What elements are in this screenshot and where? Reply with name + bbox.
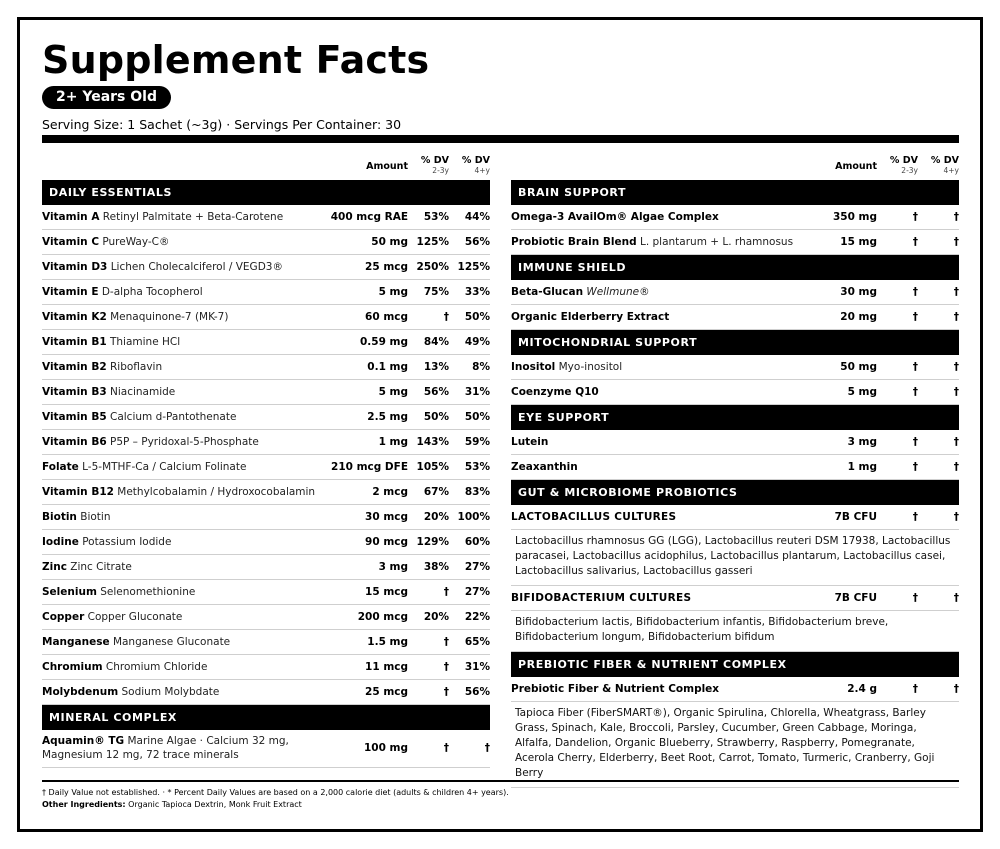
nutrient-row <box>42 455 490 480</box>
culture-dv-2-3y: † <box>912 511 918 523</box>
section-mitochondrial-support: MITOCHONDRIAL SUPPORT <box>511 330 959 355</box>
nutrient-row <box>42 480 490 505</box>
nutrient-amount: 2.4 g <box>847 683 877 695</box>
nutrient-amount: 400 mcg RAE <box>330 211 408 223</box>
nutrient-row <box>42 655 490 680</box>
nutrient-row <box>511 305 959 330</box>
nutrient-dv-4y: † <box>953 361 959 373</box>
nutrient-dv-4y: 44% <box>464 211 490 223</box>
nutrient-dv-4y: 65% <box>464 636 490 648</box>
nutrient-name: Chromium Chromium Chloride <box>42 661 208 673</box>
nutrient-name: Vitamin B12 Methylcobalamin / Hydroxocobalamin <box>42 486 316 498</box>
nutrient-dv-2-3y: 84% <box>423 336 449 348</box>
nutrient-dv-2-3y: 20% <box>423 611 449 623</box>
nutrient-row <box>42 355 490 380</box>
nutrient-row <box>42 580 490 605</box>
column-header <box>511 143 959 180</box>
nutrient-amount: 0.1 mg <box>367 361 408 373</box>
nutrient-row <box>511 230 959 255</box>
culture-dv-2-3y: † <box>912 592 918 604</box>
nutrient-amount: 25 mcg <box>365 261 408 273</box>
nutrient-dv-2-3y: 143% <box>416 436 449 448</box>
nutrient-dv-2-3y: 56% <box>423 386 449 398</box>
nutrient-dv-2-3y: † <box>443 311 449 323</box>
nutrient-amount: 350 mg <box>832 211 877 223</box>
nutrient-dv-4y: 22% <box>464 611 490 623</box>
nutrient-name: Iodine Potassium Iodide <box>42 536 172 548</box>
nutrient-amount: 3 mg <box>378 561 408 573</box>
mitochondrial-support-list <box>511 355 959 405</box>
nutrient-dv-2-3y: 50% <box>423 411 449 423</box>
nutrient-name: Vitamin B5 Calcium d-Pantothenate <box>42 411 237 423</box>
nutrient-name: Selenium Selenomethionine <box>42 586 196 598</box>
nutrient-amount: 25 mcg <box>365 686 408 698</box>
nutrient-dv-2-3y: 13% <box>423 361 449 373</box>
nutrient-amount: 90 mcg <box>365 536 408 548</box>
nutrient-amount: 5 mg <box>378 386 408 398</box>
nutrient-amount: 3 mg <box>847 436 877 448</box>
nutrient-row <box>42 730 490 768</box>
nutrient-name: Lutein <box>511 436 549 448</box>
daily-essentials-list <box>42 205 490 705</box>
nutrient-row <box>42 380 490 405</box>
nutrient-dv-2-3y: 20% <box>423 511 449 523</box>
nutrient-row <box>511 380 959 405</box>
right-column <box>511 143 959 788</box>
nutrient-dv-4y: † <box>953 211 959 223</box>
nutrient-dv-4y: 27% <box>464 586 490 598</box>
nutrient-amount: 100 mg <box>363 742 408 754</box>
nutrient-dv-4y: 59% <box>464 436 490 448</box>
nutrient-dv-2-3y: † <box>443 686 449 698</box>
dv-header-4y: % DV 4+y <box>930 155 959 175</box>
nutrient-row <box>511 205 959 230</box>
section-prebiotic-fiber: PREBIOTIC FIBER & NUTRIENT COMPLEX <box>511 652 959 677</box>
nutrient-name: Molybdenum Sodium Molybdate <box>42 686 220 698</box>
nutrient-name: Zeaxanthin <box>511 461 578 473</box>
bifidobacterium-strains: Bifidobacterium lactis, Bifidobacterium infantis, Bifidobacterium breve, Bifidobacterium longum, Bifidobacterium bifidum <box>511 611 959 652</box>
nutrient-dv-4y: 53% <box>464 461 490 473</box>
section-eye-support: EYE SUPPORT <box>511 405 959 430</box>
nutrient-dv-4y: † <box>953 436 959 448</box>
nutrient-name: Omega-3 AvailOm® Algae Complex <box>511 211 719 223</box>
nutrient-dv-4y: 56% <box>464 686 490 698</box>
dv-header-2-3y: % DV 2-3y <box>420 155 449 175</box>
nutrient-dv-4y: 8% <box>472 361 490 373</box>
amount-header: Amount <box>366 161 408 172</box>
nutrient-row <box>42 555 490 580</box>
nutrient-row <box>511 677 959 702</box>
other-ingredients: Other Ingredients: Organic Tapioca Dextrin, Monk Fruit Extract <box>42 800 302 809</box>
nutrient-row <box>42 630 490 655</box>
nutrient-name: Manganese Manganese Gluconate <box>42 636 231 648</box>
nutrient-dv-2-3y: 105% <box>416 461 449 473</box>
serving-info: Serving Size: 1 Sachet (~3g) · Servings Per Container: 30 <box>42 117 402 132</box>
culture-amount: 7B CFU <box>834 592 877 604</box>
nutrient-dv-2-3y: † <box>912 461 918 473</box>
nutrient-dv-2-3y: † <box>443 661 449 673</box>
nutrient-amount: 210 mcg DFE <box>331 461 408 473</box>
nutrient-dv-2-3y: † <box>443 742 449 754</box>
nutrient-row <box>511 455 959 480</box>
column-header <box>42 143 490 180</box>
nutrient-name: Probiotic Brain Blend L. plantarum + L. rhamnosus <box>511 236 794 248</box>
nutrient-amount: 30 mg <box>840 286 877 298</box>
nutrient-row <box>42 255 490 280</box>
immune-shield-list <box>511 280 959 330</box>
nutrient-dv-4y: † <box>484 742 490 754</box>
prebiotic-ingredients: Tapioca Fiber (FiberSMART®), Organic Spirulina, Chlorella, Wheatgrass, Barley Grass, Spinach, Kale, Broccoli, Parsley, Cucumber, Green Cabbage, Moringa, Alfalfa, Dandelion, Organic Blueberry, Strawberry, Raspberry, Pomegranate, Acerola Cherry, Elderberry, Beet Root, Carrot, Tomato, Turmeric, Cranberry, Goji Berry <box>511 702 959 788</box>
nutrient-name: Vitamin A Retinyl Palmitate + Beta-Carotene <box>42 211 284 223</box>
nutrient-dv-2-3y: † <box>912 361 918 373</box>
nutrient-dv-2-3y: † <box>912 236 918 248</box>
nutrient-name: Inositol Myo-inositol <box>511 361 623 373</box>
culture-name: LACTOBACILLUS CULTURES <box>511 511 677 523</box>
nutrient-dv-2-3y: † <box>443 586 449 598</box>
nutrient-amount: 5 mg <box>847 386 877 398</box>
nutrient-amount: 60 mcg <box>365 311 408 323</box>
nutrient-row <box>42 305 490 330</box>
nutrient-row <box>42 505 490 530</box>
nutrient-dv-4y: 125% <box>457 261 490 273</box>
nutrient-dv-2-3y: † <box>912 683 918 695</box>
left-column <box>42 143 490 768</box>
nutrient-dv-2-3y: † <box>912 311 918 323</box>
nutrient-amount: 15 mcg <box>365 586 408 598</box>
nutrient-dv-4y: 33% <box>464 286 490 298</box>
amount-header: Amount <box>835 161 877 172</box>
nutrient-row <box>42 230 490 255</box>
culture-row-lactobacillus <box>511 505 959 530</box>
nutrient-name: Vitamin B3 Niacinamide <box>42 386 176 398</box>
nutrient-dv-2-3y: † <box>443 636 449 648</box>
nutrient-dv-4y: † <box>953 386 959 398</box>
page-title: Supplement Facts <box>42 38 430 82</box>
nutrient-dv-4y: † <box>953 461 959 473</box>
nutrient-amount: 50 mg <box>840 361 877 373</box>
eye-support-list <box>511 430 959 480</box>
nutrient-name: Folate L-5-MTHF-Ca / Calcium Folinate <box>42 461 247 473</box>
culture-dv-4y: † <box>953 511 959 523</box>
nutrient-row <box>511 280 959 305</box>
nutrient-amount: 30 mcg <box>365 511 408 523</box>
nutrient-dv-2-3y: 75% <box>423 286 449 298</box>
nutrient-name: Vitamin B2 Riboflavin <box>42 361 163 373</box>
section-daily-essentials: DAILY ESSENTIALS <box>42 180 490 205</box>
nutrient-dv-2-3y: † <box>912 286 918 298</box>
nutrient-name: Aquamin® TG Marine Algae · Calcium 32 mg, Magnesium 12 mg, 72 trace minerals <box>42 735 289 761</box>
nutrient-dv-4y: † <box>953 286 959 298</box>
nutrient-row <box>511 430 959 455</box>
nutrient-name: Prebiotic Fiber & Nutrient Complex <box>511 683 720 695</box>
culture-name: BIFIDOBACTERIUM CULTURES <box>511 592 692 604</box>
section-brain-support: BRAIN SUPPORT <box>511 180 959 205</box>
nutrient-amount: 200 mcg <box>357 611 408 623</box>
nutrient-name: Vitamin B1 Thiamine HCl <box>42 336 181 348</box>
nutrient-dv-2-3y: † <box>912 386 918 398</box>
nutrient-dv-4y: 49% <box>464 336 490 348</box>
nutrient-name: Copper Copper Gluconate <box>42 611 183 623</box>
section-immune-shield: IMMUNE SHIELD <box>511 255 959 280</box>
brain-support-list <box>511 205 959 255</box>
footnote: † Daily Value not established. · * Percent Daily Values are based on a 2,000 calorie diet (adults & children 4+ years). <box>42 788 509 797</box>
nutrient-dv-2-3y: 125% <box>416 236 449 248</box>
nutrient-amount: 1.5 mg <box>367 636 408 648</box>
nutrient-dv-2-3y: 250% <box>416 261 449 273</box>
nutrient-row <box>42 530 490 555</box>
nutrient-dv-2-3y: 67% <box>423 486 449 498</box>
nutrient-dv-4y: † <box>953 236 959 248</box>
nutrient-dv-4y: 31% <box>464 386 490 398</box>
nutrient-amount: 15 mg <box>840 236 877 248</box>
nutrient-dv-4y: 27% <box>464 561 490 573</box>
nutrient-amount: 2 mcg <box>372 486 408 498</box>
nutrient-amount: 1 mg <box>378 436 408 448</box>
dv-header-4y: % DV 4+y <box>461 155 490 175</box>
nutrient-dv-2-3y: † <box>912 436 918 448</box>
nutrient-row <box>42 680 490 705</box>
nutrient-name: Beta-Glucan Wellmune® <box>511 286 650 298</box>
nutrient-name: Vitamin K2 Menaquinone-7 (MK-7) <box>42 311 229 323</box>
nutrient-amount: 50 mg <box>371 236 408 248</box>
nutrient-dv-4y: 100% <box>457 511 490 523</box>
nutrient-name: Vitamin D3 Lichen Cholecalciferol / VEGD3® <box>42 261 283 273</box>
nutrient-amount: 5 mg <box>378 286 408 298</box>
nutrient-name: Vitamin E D-alpha Tocopherol <box>42 286 203 298</box>
nutrient-dv-2-3y: 38% <box>423 561 449 573</box>
nutrient-row <box>42 430 490 455</box>
culture-row-bifidobacterium <box>511 586 959 611</box>
nutrient-dv-4y: 60% <box>464 536 490 548</box>
nutrient-dv-2-3y: 53% <box>423 211 449 223</box>
nutrient-amount: 20 mg <box>840 311 877 323</box>
nutrient-dv-4y: 56% <box>464 236 490 248</box>
bottom-rule <box>42 780 959 782</box>
thick-rule <box>42 135 959 143</box>
age-badge: 2+ Years Old <box>42 86 171 109</box>
nutrient-dv-2-3y: 129% <box>416 536 449 548</box>
lactobacillus-strains: Lactobacillus rhamnosus GG (LGG), Lactobacillus reuteri DSM 17938, Lactobacillus paracasei, Lactobacillus acidophilus, Lactobacillus plantarum, Lactobacillus casei, Lactobacillus salivarius, Lactobacillus gasseri <box>511 530 959 586</box>
nutrient-dv-4y: † <box>953 683 959 695</box>
dv-header-2-3y: % DV 2-3y <box>889 155 918 175</box>
nutrient-row <box>42 280 490 305</box>
nutrient-row <box>42 605 490 630</box>
supplement-facts-panel <box>17 17 983 832</box>
nutrient-row <box>42 405 490 430</box>
nutrient-amount: 11 mcg <box>365 661 408 673</box>
culture-amount: 7B CFU <box>834 511 877 523</box>
section-mineral-complex: MINERAL COMPLEX <box>42 705 490 730</box>
nutrient-dv-4y: 31% <box>464 661 490 673</box>
culture-dv-4y: † <box>953 592 959 604</box>
nutrient-dv-4y: 50% <box>464 311 490 323</box>
nutrient-dv-4y: 83% <box>464 486 490 498</box>
nutrient-row <box>511 355 959 380</box>
nutrient-name: Coenzyme Q10 <box>511 386 599 398</box>
section-gut-microbiome: GUT & MICROBIOME PROBIOTICS <box>511 480 959 505</box>
nutrient-amount: 2.5 mg <box>367 411 408 423</box>
nutrient-name: Zinc Zinc Citrate <box>42 561 132 573</box>
nutrient-name: Vitamin C PureWay-C® <box>42 236 170 248</box>
nutrient-dv-4y: † <box>953 311 959 323</box>
nutrient-name: Vitamin B6 P5P – Pyridoxal-5-Phosphate <box>42 436 259 448</box>
nutrient-amount: 1 mg <box>847 461 877 473</box>
nutrient-dv-2-3y: † <box>912 211 918 223</box>
nutrient-amount: 0.59 mg <box>359 336 408 348</box>
nutrient-row <box>42 330 490 355</box>
nutrient-dv-4y: 50% <box>464 411 490 423</box>
nutrient-name: Biotin Biotin <box>42 511 111 523</box>
nutrient-name: Organic Elderberry Extract <box>511 311 670 323</box>
nutrient-row <box>42 205 490 230</box>
